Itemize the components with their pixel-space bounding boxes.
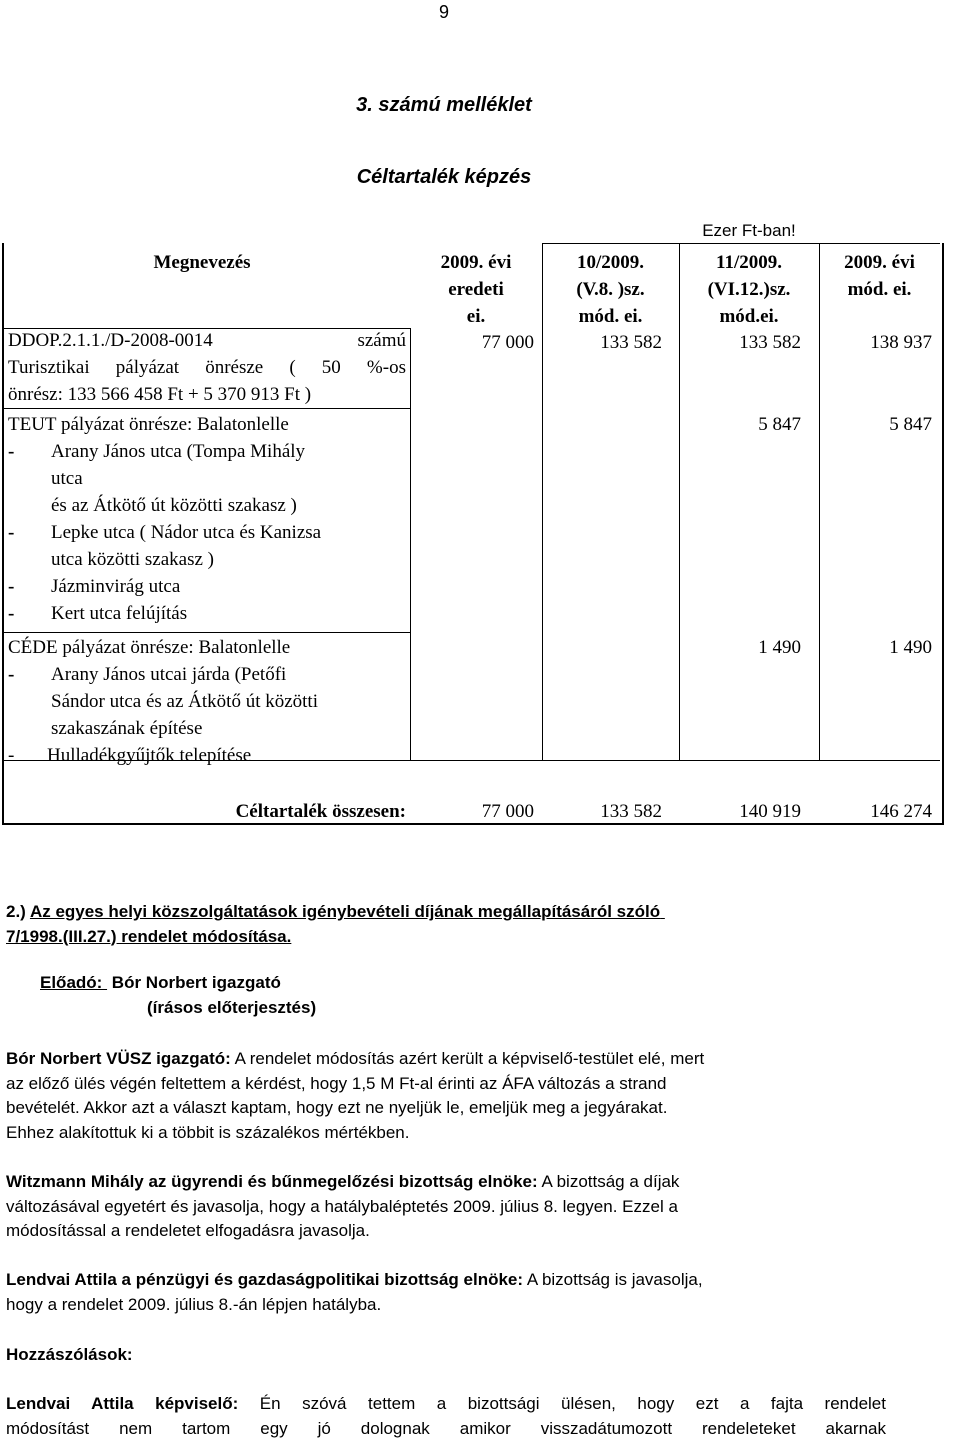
currency-note: Ezer Ft-ban! xyxy=(702,221,796,240)
header-name: Megnevezés xyxy=(153,252,251,273)
row-ddop-col4: 138 937 xyxy=(870,332,932,353)
speaker-name: Lendvai Attila a pénzügyi és gazdaságpolitikai bizottság elnöke: xyxy=(6,1270,524,1289)
total-col1: 77 000 xyxy=(481,801,534,822)
speaker-name: Lendvai Attila képviselő: xyxy=(6,1394,239,1413)
row-cede-col3: 1 490 xyxy=(758,637,801,658)
annex-title: 3. számú melléklet xyxy=(356,94,532,116)
header-col3: 11/2009. (VI.12.)sz. mód.ei. xyxy=(707,252,791,327)
row-ddop-col1: 77 000 xyxy=(481,332,534,353)
paragraph-bor: Bór Norbert VÜSZ igazgató: A rendelet módosítás azért került a képviselő-testület elé, mert az előző ülés végén feltettem a kérdést, hogy 1,5 M Ft-al érinti az ÁFA változás a strand bevételét. Akkor azt a választ kaptam, hogy ezt ne nyeljük le, emeljük meg a jegyárakat. Ehhez alakítottuk ki a többit is százalékos mértékben. xyxy=(6,1049,705,1142)
row-teut-col3: 5 847 xyxy=(758,414,801,435)
agenda-title: 2.) Az egyes helyi közszolgáltatások igénybevételi díjának megállapításáról szóló 7/1998.(III.27.) rendelet módosítása. xyxy=(6,902,661,946)
paragraph-lendvai: Lendvai Attila a pénzügyi és gazdaságpolitikai bizottság elnöke: A bizottság is javasolja, hogy a rendelet 2009. július 8.-án lépjen hatályba. xyxy=(6,1270,703,1314)
comments-heading: Hozzászólások: xyxy=(6,1345,133,1364)
speaker-name: Bór Norbert VÜSZ igazgató: xyxy=(6,1049,231,1068)
row-teut-col4: 5 847 xyxy=(889,414,932,435)
total-col2: 133 582 xyxy=(600,801,662,822)
paragraph-witzmann: Witzmann Mihály az ügyrendi és bűnmegelőzési bizottság elnöke: A bizottság a díjak változásával egyetért és javasolja, hogy a hatálybaléptetés 2009. július 8. legyen. Ezzel a módosítással a rendeletet elfogadásra javasolja. xyxy=(6,1172,680,1240)
table-title: Céltartalék képzés xyxy=(356,166,532,188)
row-ddop-col3: 133 582 xyxy=(739,332,801,353)
table-row-ddop: DDOP.2.1.1./D-2008-0014 számú Turisztikai pályázat önrésze ( 50 %-os önrész: 133 566 458 Ft + 5 370 913 Ft ) xyxy=(8,330,406,405)
presenter: Előadó: Bór Norbert igazgató (írásos előterjesztés) xyxy=(40,973,317,1017)
table-row-cede: CÉDE pályázat önrésze: Balatonlelle - Arany János utcai járda (Petőfi Sándor utca és az Átkötő út közötti szakaszának építése - Hulladékgyűjtők telepítése xyxy=(8,637,318,766)
header-col4: 2009. évi mód. ei. xyxy=(844,252,915,300)
row-ddop-col2: 133 582 xyxy=(600,332,662,353)
header-col1: 2009. évi eredeti ei. xyxy=(440,252,512,327)
reserve-table xyxy=(2,221,940,823)
table-row-teut: TEUT pályázat önrésze: Balatonlelle - Arany János utca (Tompa Mihály utca és az Átkötő út közötti szakasz ) - Lepke utca ( Nádor utca és Kanizsa utca közötti szakasz ) - Jázminvirág utca - Kert utca felújítás xyxy=(8,414,322,624)
header-col2: 10/2009. (V.8. )sz. mód. ei. xyxy=(576,252,645,327)
page-number: 9 xyxy=(438,2,449,22)
total-label: Céltartalék összesen: xyxy=(235,801,406,822)
total-col4: 146 274 xyxy=(870,801,932,822)
speaker-name: Witzmann Mihály az ügyrendi és bűnmegelőzési bizottság elnöke: xyxy=(6,1172,538,1191)
total-col3: 140 919 xyxy=(739,801,801,822)
paragraph-lendvai-comment: Lendvai Attila képviselő: Én szóvá tettem a bizottsági ülésen, hogy ezt a fajta rendelet módosítást nem tartom egy jó dolognak amikor visszadátumozott rendeleteket akarnak xyxy=(6,1394,886,1438)
row-cede-col4: 1 490 xyxy=(889,637,932,658)
